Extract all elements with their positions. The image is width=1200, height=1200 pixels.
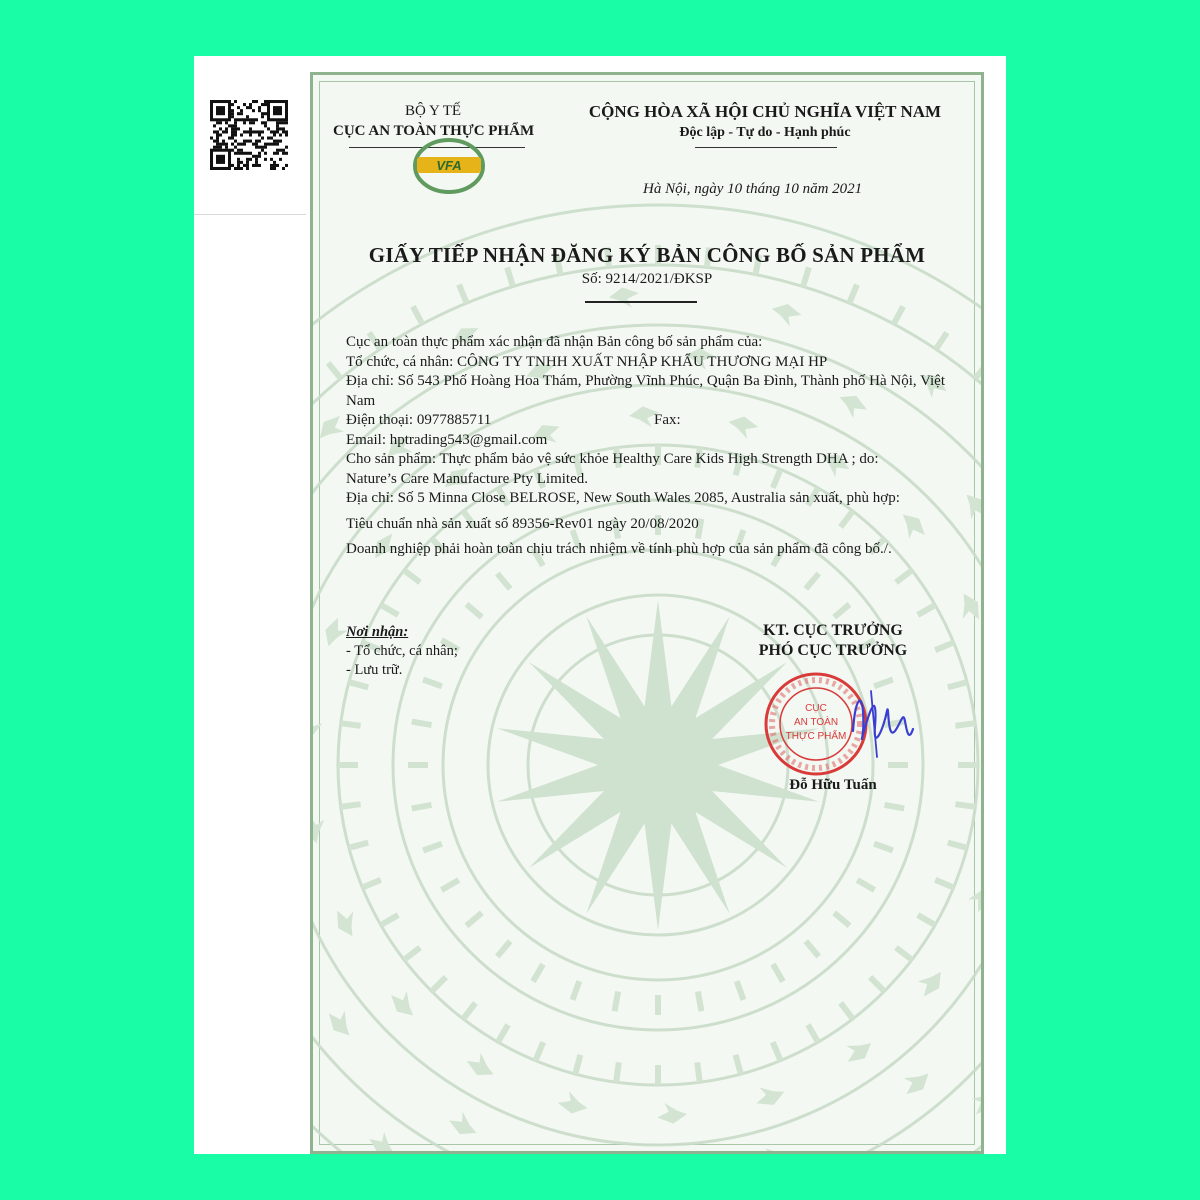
recipient-item: - Tổ chức, cá nhân; [346, 643, 458, 659]
manufacturer-address: Địa chỉ: Số 5 Minna Close BELROSE, New South Wales 2085, Australia sản xuất, phù hợp: [346, 490, 900, 506]
intro-text: Cục an toàn thực phẩm xác nhận đã nhận Bản công bố sản phẩm của: [346, 334, 763, 350]
email: Email: hptrading543@gmail.com [346, 431, 548, 448]
recipients-heading: Nơi nhận: [346, 624, 409, 640]
document-title: GIẤY TIẾP NHẬN ĐĂNG KÝ BẢN CÔNG BỐ SẢN PHẨM [368, 243, 926, 267]
svg-text:VFA: VFA [436, 158, 462, 173]
national-motto: Độc lập - Tự do - Hạnh phúc [679, 125, 851, 140]
svg-text:AN TOÀN: AN TOÀN [793, 717, 839, 728]
certificate-frame [310, 72, 984, 1154]
country-name: CỘNG HÒA XÃ HỘI CHỦ NGHĨA VIỆT NAM [588, 102, 942, 121]
org-address: Địa chỉ: Số 543 Phố Hoàng Hoa Thám, Phường Vĩnh Phúc, Quận Ba Đình, Thành phố Hà Nội, Việt Nam [346, 373, 946, 409]
recipient-item: - Lưu trữ. [346, 662, 403, 678]
fax: Fax: [654, 412, 681, 428]
signatory-line1: KT. CỤC TRƯỞNG [763, 622, 903, 639]
standard: Tiêu chuẩn nhà sản xuất số 89356-Rev01 ngày 20/08/2020 [346, 515, 699, 532]
ministry-name: BỘ Y TẾ [404, 103, 462, 119]
recipients [346, 623, 458, 680]
svg-text:THỰC PHẨM: THỰC PHẨM [785, 731, 847, 742]
phone: Điện thoại: 0977885711 [346, 412, 492, 428]
issue-date: Hà Nội, ngày 10 tháng 10 năm 2021 [643, 181, 863, 197]
title-underline [585, 301, 697, 303]
product: Cho sản phẩm: Thực phẩm bảo vệ sức khỏe Healthy Care Kids High Strength DHA ; do: [346, 451, 879, 467]
document-number: Số: 9214/2021/ĐKSP [581, 271, 713, 287]
motto-underline [695, 147, 837, 148]
signer-name: Đỗ Hữu Tuấn [789, 777, 877, 793]
signatory-line2: PHÓ CỤC TRƯỞNG [758, 642, 908, 659]
vfa-logo [411, 135, 487, 197]
responsibility: Doanh nghiệp phải hoàn toàn chịu trách nhiệm về tính phù hợp của sản phẩm đã công bố./. [346, 541, 892, 557]
agency-name: CỤC AN TOÀN THỰC PHẨM [333, 123, 535, 139]
signatory-title [733, 621, 933, 661]
document-page [194, 56, 1006, 1154]
svg-text:CỤC: CỤC [805, 703, 827, 714]
organization: Tổ chức, cá nhân: CÔNG TY TNHH XUẤT NHẬP KHẨU THƯƠNG MẠI HP [346, 353, 828, 370]
state-header [575, 101, 955, 143]
handwritten-signature [843, 671, 923, 761]
manufacturer: Nature’s Care Manufacture Pty Limited. [346, 470, 589, 487]
qr-code-icon [210, 100, 288, 170]
side-divider [194, 214, 306, 215]
certificate-body [346, 333, 966, 560]
